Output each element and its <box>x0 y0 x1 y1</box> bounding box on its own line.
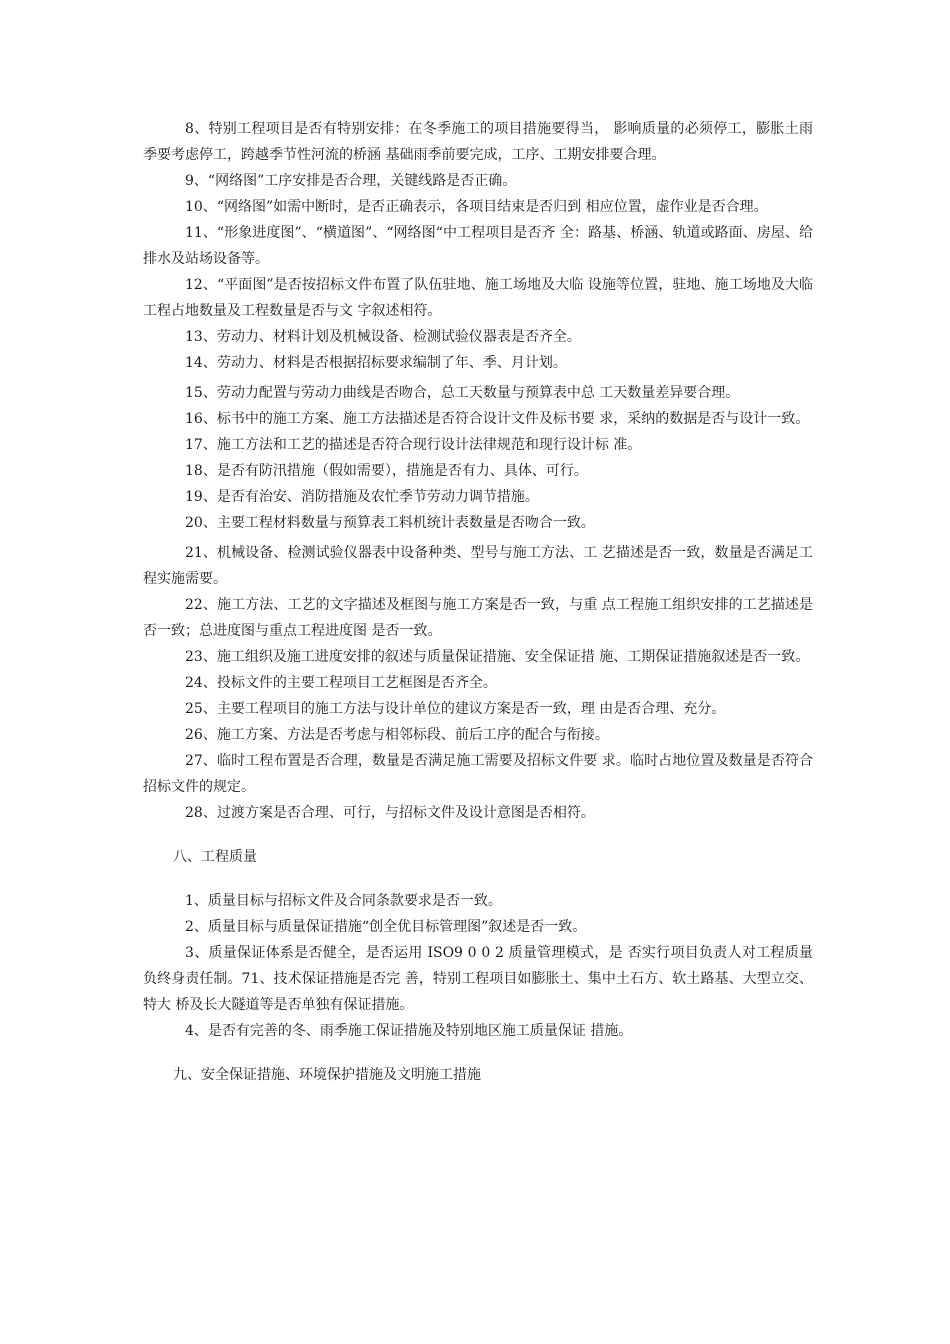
document-body <box>143 116 813 1106</box>
paragraph: 10、“网络图”如需中断时，是否正确表示，各项目结束是否归到 相应位置，虚作业是否合理。 <box>185 199 768 215</box>
paragraph: 16、标书中的施工方案、施工方法描述是否符合设计文件及标书要 求，采纳的数据是否与设计一致。 <box>185 411 810 427</box>
paragraph: 11、“形象进度图”、“横道图”、“网络图“中工程项目是否齐 全：路基、桥涵、轨道或路面、房屋、给排水及站场设备等。 <box>143 225 813 267</box>
paragraph: 8、特别工程项目是否有特别安排：在冬季施工的项目措施要得当， 影响质量的必须停工，膨胀土雨季要考虑停工，跨越季节性河流的桥涵 基础雨季前要完成，工序、工期安排要合理。 <box>143 121 813 163</box>
paragraph: 1、质量目标与招标文件及合同条款要求是否一致。 <box>185 893 502 909</box>
paragraph: 21、机械设备、检测试验仪器表中设备种类、型号与施工方法、工 艺描述是否一致，数量是否满足工程实施需要。 <box>143 545 813 587</box>
paragraph: 19、是否有治安、消防措施及农忙季节劳动力调节措施。 <box>185 489 539 505</box>
paragraph: 17、施工方法和工艺的描述是否符合现行设计法律规范和现行设计标 准。 <box>185 437 642 453</box>
section-heading-quality: 八、工程质量 <box>173 849 257 865</box>
paragraph: 27、临时工程布置是否合理，数量是否满足施工需要及招标文件要 求。临时占地位置及数量是否符合招标文件的规定。 <box>143 753 813 795</box>
paragraph: 20、主要工程材料数量与预算表工料机统计表数量是否吻合一致。 <box>185 515 595 531</box>
section-8-items <box>143 888 813 1044</box>
paragraph: 25、主要工程项目的施工方法与设计单位的建议方案是否一致，理 由是否合理、充分。 <box>185 701 726 717</box>
paragraph: 13、劳动力、材料计划及机械设备、检测试验仪器表是否齐全。 <box>185 329 581 345</box>
paragraph: 3、质量保证体系是否健全，是否运用 ISO9 0 0 2 质量管理模式，是 否实行项目负责人对工程质量负终身责任制。71、技术保证措施是否完 善，特别工程项目如膨胀土、集中土石方、软土路基、大型立交、特大 桥及长大隧道等是否单独有保证措施。 <box>143 945 813 1013</box>
paragraph: 22、施工方法、工艺的文字描述及框图与施工方案是否一致，与重 点工程施工组织安排的工艺描述是否一致；总进度图与重点工程进度图 是否一致。 <box>143 597 813 639</box>
section-heading-safety: 九、安全保证措施、环境保护措施及文明施工措施 <box>173 1067 481 1083</box>
paragraph: 14、劳动力、材料是否根据招标要求编制了年、季、月计划。 <box>185 355 567 371</box>
paragraph: 28、过渡方案是否合理、可行，与招标文件及设计意图是否相符。 <box>185 805 595 821</box>
section-7-items <box>143 116 813 826</box>
paragraph: 15、劳动力配置与劳动力曲线是否吻合，总工天数量与预算表中总 工天数量差异要合理。 <box>185 385 740 401</box>
paragraph: 12、“平面图”是否按招标文件布置了队伍驻地、施工场地及大临 设施等位置，驻地、施工场地及大临工程占地数量及工程数量是否与文 字叙述相符。 <box>143 277 813 319</box>
paragraph: 23、施工组织及施工进度安排的叙述与质量保证措施、安全保证措 施、工期保证措施叙述是否一致。 <box>185 649 810 665</box>
paragraph: 26、施工方案、方法是否考虑与相邻标段、前后工序的配合与衔接。 <box>185 727 609 743</box>
paragraph: 2、质量目标与质量保证措施“创全优目标管理图”叙述是否一致。 <box>185 919 587 935</box>
paragraph: 9、“网络图”工序安排是否合理，关键线路是否正确。 <box>185 173 517 189</box>
paragraph: 4、是否有完善的冬、雨季施工保证措施及特别地区施工质量保证 措施。 <box>185 1023 633 1039</box>
paragraph: 18、是否有防汛措施（假如需要），措施是否有力、具体、可行。 <box>185 463 588 479</box>
paragraph: 24、投标文件的主要工程项目工艺框图是否齐全。 <box>185 675 497 691</box>
